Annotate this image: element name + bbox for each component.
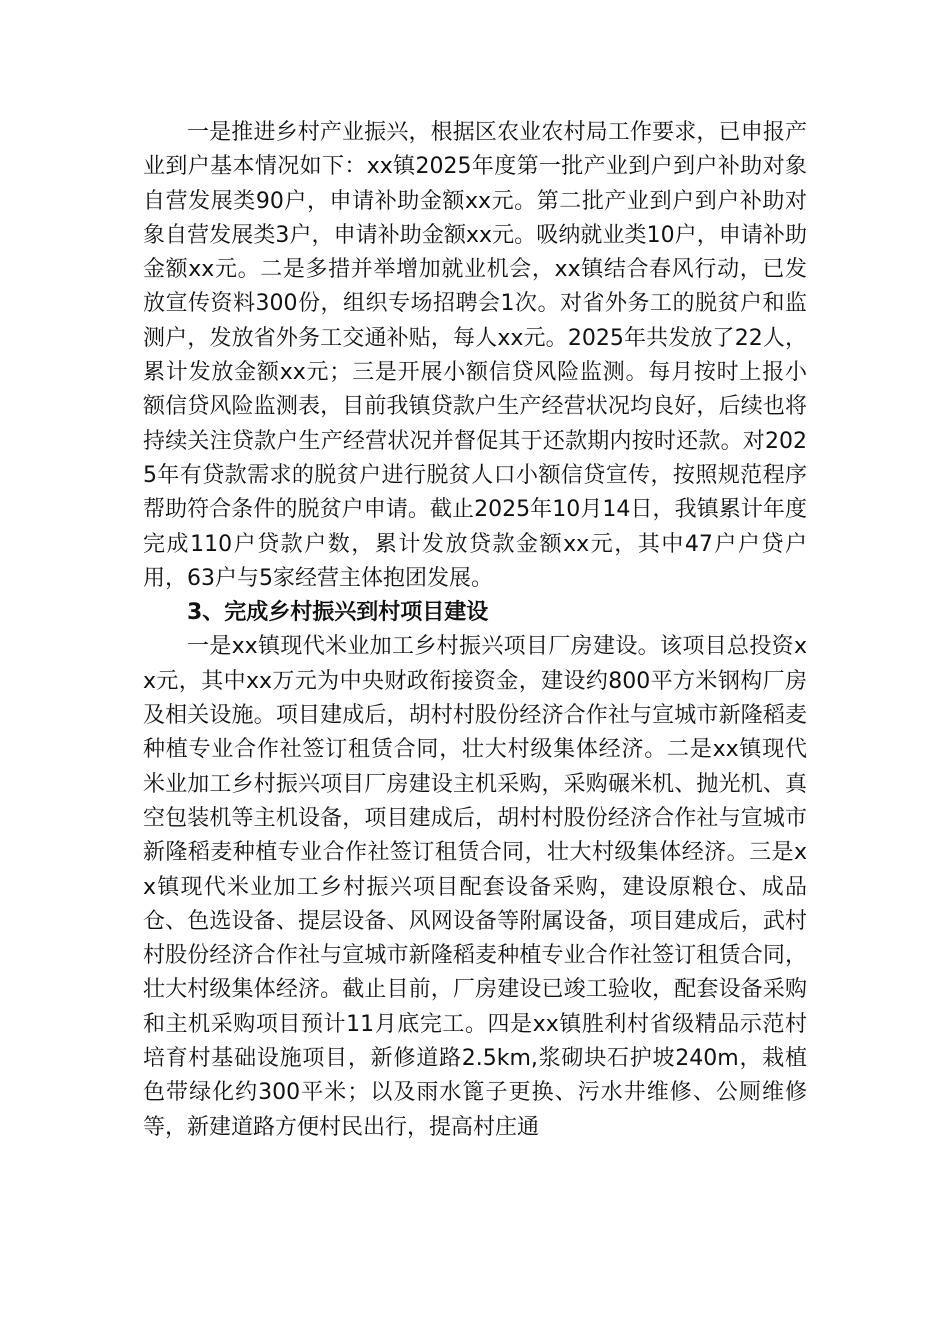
section-heading: 3、完成乡村振兴到村项目建设	[187, 600, 489, 626]
body-paragraph: 一是推进乡村产业振兴，根据区农业农村局工作要求，已申报产业到户基本情况如下：xx镇2025年度第一批产业到户到户补助对象自营发展类90户，申请补助金额xx元。第二批产业到户到户补助对象自营发展类3户，申请补助金额xx元。吸纳就业类10户，申请补助金额xx元。二是多措并举增加就业机会，xx镇结合春风行动，已发放宣传资料300份，组织专场招聘会1次。对省外务工的脱贫户和监测户，发放省外务工交通补贴，每人xx元。2025年共发放了22人，累计发放金额xx元；三是开展小额信贷风险监测。每月按时上报小额信贷风险监测表，目前我镇贷款户生产经营状况均良好，后续也将持续关注贷款户生产经营状况并督促其于还款期内按时还款。对2025年有贷款需求的脱贫户进行脱贫人口小额信贷宣传，按照规范程序帮助符合条件的脱贫户申请。截止2025年10月14日，我镇累计年度完成110户贷款户数，累计发放贷款金额xx元，其中47户户贷户用，63户与5家经营主体抱团发展。	[143, 120, 807, 591]
document-page	[143, 116, 807, 1145]
body-paragraph: 一是xx镇现代米业加工乡村振兴项目厂房建设。该项目总投资xx元，其中xx万元为中央财政衔接资金，建设约800平方米钢构厂房及相关设施。项目建成后，胡村村股份经济合作社与宣城市新隆稻麦种植专业合作社签订租赁合同，壮大村级集体经济。二是xx镇现代米业加工乡村振兴项目厂房建设主机采购，采购碾米机、抛光机、真空包装机等主机设备，项目建成后，胡村村股份经济合作社与宣城市新隆稻麦种植专业合作社签订租赁合同，壮大村级集体经济。三是xx镇现代米业加工乡村振兴项目配套设备采购，建设原粮仓、成品仓、色选设备、提层设备、风网设备等附属设备，项目建成后，武村村股份经济合作社与宣城市新隆稻麦种植专业合作社签订租赁合同，壮大村级集体经济。截止目前，厂房建设已竣工验收，配套设备采购和主机采购项目预计11月底完工。四是xx镇胜利村省级精品示范村培育村基础设施项目，新修道路2.5km,浆砌块石护坡240m，栽植色带绿化约300平米；以及雨水篦子更换、污水井维修、公厕维修等，新建道路方便村民出行，提高村庄通	[143, 634, 807, 1140]
